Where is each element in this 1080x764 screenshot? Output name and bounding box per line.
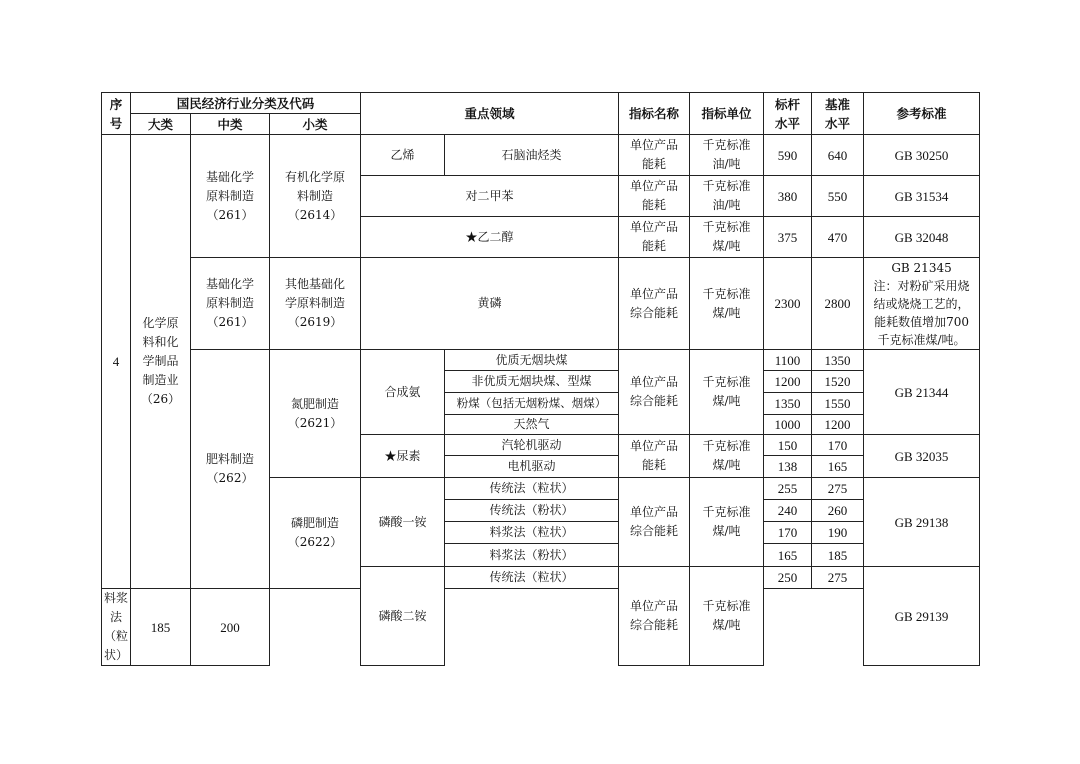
minor-category-organic: 有机化学原 料制造 （2614） bbox=[270, 135, 361, 258]
baseline-value: 275 bbox=[812, 567, 864, 589]
indicator-unit: 千克标准 油/吨 bbox=[690, 135, 764, 176]
major-category: 化学原 料和化 学制品 制造业 （26） bbox=[131, 135, 191, 589]
field-subtype: 非优质无烟块煤、型煤 bbox=[445, 371, 619, 393]
reference-standard-with-note: GB 21345 注：对粉矿采用烧 结或烧烧工艺的， 能耗数值增加700 千克标准煤/吨。 bbox=[864, 258, 980, 350]
field-subtype: 传统法（粒状） bbox=[445, 567, 619, 589]
baseline-value: 190 bbox=[812, 522, 864, 544]
field-ammonia: 合成氨 bbox=[361, 350, 445, 435]
baseline-value: 2800 bbox=[812, 258, 864, 350]
benchmark-value: 240 bbox=[764, 500, 812, 522]
field-phosphorus: 黄磷 bbox=[361, 258, 619, 350]
field-urea: ★尿素 bbox=[361, 435, 445, 478]
field-naphtha: 石脑油烃类 bbox=[445, 135, 619, 176]
header-indicator-unit: 指标单位 bbox=[690, 93, 764, 135]
benchmark-value: 170 bbox=[764, 522, 812, 544]
minor-category-phosphate: 磷肥制造 （2622） bbox=[270, 478, 361, 589]
baseline-value: 550 bbox=[812, 176, 864, 217]
baseline-value: 200 bbox=[191, 589, 270, 666]
benchmark-value: 255 bbox=[764, 478, 812, 500]
indicator-unit: 千克标准 煤/吨 bbox=[690, 350, 764, 435]
indicator-name: 单位产品 能耗 bbox=[619, 435, 690, 478]
field-subtype: 汽轮机驱动 bbox=[445, 435, 619, 456]
header-field: 重点领域 bbox=[361, 93, 619, 135]
benchmark-value: 165 bbox=[764, 544, 812, 567]
benchmark-value: 590 bbox=[764, 135, 812, 176]
field-dap: 磷酸二铵 bbox=[361, 567, 445, 666]
baseline-value: 640 bbox=[812, 135, 864, 176]
field-ethylene: 乙烯 bbox=[361, 135, 445, 176]
baseline-value: 470 bbox=[812, 217, 864, 258]
baseline-value: 165 bbox=[812, 456, 864, 478]
field-subtype: 料浆法（粉状） bbox=[445, 544, 619, 567]
baseline-value: 170 bbox=[812, 435, 864, 456]
header-benchmark: 标杆 水平 bbox=[764, 93, 812, 135]
indicator-name: 单位产品 综合能耗 bbox=[619, 567, 690, 666]
field-subtype: 料浆法（粒状） bbox=[445, 522, 619, 544]
field-subtype: 传统法（粒状） bbox=[445, 478, 619, 500]
indicator-unit: 千克标准 油/吨 bbox=[690, 176, 764, 217]
header-minor: 小类 bbox=[270, 114, 361, 135]
benchmark-value: 1350 bbox=[764, 393, 812, 415]
benchmark-value: 380 bbox=[764, 176, 812, 217]
header-industry-group: 国民经济行业分类及代码 bbox=[131, 93, 361, 114]
reference-standard: GB 30250 bbox=[864, 135, 980, 176]
field-map: 磷酸一铵 bbox=[361, 478, 445, 567]
baseline-value: 185 bbox=[812, 544, 864, 567]
seq-cell: 4 bbox=[102, 135, 131, 589]
header-seq: 序 号 bbox=[102, 93, 131, 135]
header-reference: 参考标准 bbox=[864, 93, 980, 135]
reference-standard: GB 21344 bbox=[864, 350, 980, 435]
field-glycol: ★乙二醇 bbox=[361, 217, 619, 258]
middle-category-fertilizer: 肥料制造 （262） bbox=[191, 350, 270, 589]
indicator-name: 单位产品 能耗 bbox=[619, 135, 690, 176]
middle-category-basic-2: 基础化学 原料制造 （261） bbox=[191, 258, 270, 350]
indicator-name: 单位产品 综合能耗 bbox=[619, 350, 690, 435]
field-subtype: 粉煤（包括无烟粉煤、烟煤） bbox=[445, 393, 619, 415]
field-subtype: 电机驱动 bbox=[445, 456, 619, 478]
benchmark-value: 1200 bbox=[764, 371, 812, 393]
benchmark-value: 2300 bbox=[764, 258, 812, 350]
minor-category-nitrogen: 氮肥制造 （2621） bbox=[270, 350, 361, 478]
baseline-value: 260 bbox=[812, 500, 864, 522]
field-subtype: 料浆法（粒状） bbox=[102, 589, 131, 666]
middle-category-basic-1: 基础化学 原料制造 （261） bbox=[191, 135, 270, 258]
field-subtype: 优质无烟块煤 bbox=[445, 350, 619, 371]
reference-standard: GB 31534 bbox=[864, 176, 980, 217]
indicator-name: 单位产品 能耗 bbox=[619, 176, 690, 217]
indicator-name: 单位产品 综合能耗 bbox=[619, 478, 690, 567]
header-middle: 中类 bbox=[191, 114, 270, 135]
field-subtype: 传统法（粉状） bbox=[445, 500, 619, 522]
baseline-value: 1200 bbox=[812, 415, 864, 435]
field-subtype: 天然气 bbox=[445, 415, 619, 435]
reference-standard: GB 29138 bbox=[864, 478, 980, 567]
benchmark-value: 138 bbox=[764, 456, 812, 478]
energy-benchmark-table bbox=[101, 92, 980, 666]
header-indicator-name: 指标名称 bbox=[619, 93, 690, 135]
minor-category-other: 其他基础化 学原料制造 （2619） bbox=[270, 258, 361, 350]
reference-standard: GB 29139 bbox=[864, 567, 980, 666]
benchmark-value: 185 bbox=[131, 589, 191, 666]
baseline-value: 1550 bbox=[812, 393, 864, 415]
indicator-name: 单位产品 能耗 bbox=[619, 217, 690, 258]
benchmark-value: 1000 bbox=[764, 415, 812, 435]
reference-standard: GB 32048 bbox=[864, 217, 980, 258]
indicator-name: 单位产品 综合能耗 bbox=[619, 258, 690, 350]
benchmark-value: 1100 bbox=[764, 350, 812, 371]
indicator-unit: 千克标准 煤/吨 bbox=[690, 258, 764, 350]
reference-standard: GB 32035 bbox=[864, 435, 980, 478]
benchmark-value: 250 bbox=[764, 567, 812, 589]
benchmark-value: 150 bbox=[764, 435, 812, 456]
indicator-unit: 千克标准 煤/吨 bbox=[690, 435, 764, 478]
baseline-value: 1520 bbox=[812, 371, 864, 393]
benchmark-value: 375 bbox=[764, 217, 812, 258]
baseline-value: 275 bbox=[812, 478, 864, 500]
baseline-value: 1350 bbox=[812, 350, 864, 371]
indicator-unit: 千克标准 煤/吨 bbox=[690, 478, 764, 567]
field-px: 对二甲苯 bbox=[361, 176, 619, 217]
header-major: 大类 bbox=[131, 114, 191, 135]
indicator-unit: 千克标准 煤/吨 bbox=[690, 567, 764, 666]
header-baseline: 基准 水平 bbox=[812, 93, 864, 135]
indicator-unit: 千克标准 煤/吨 bbox=[690, 217, 764, 258]
